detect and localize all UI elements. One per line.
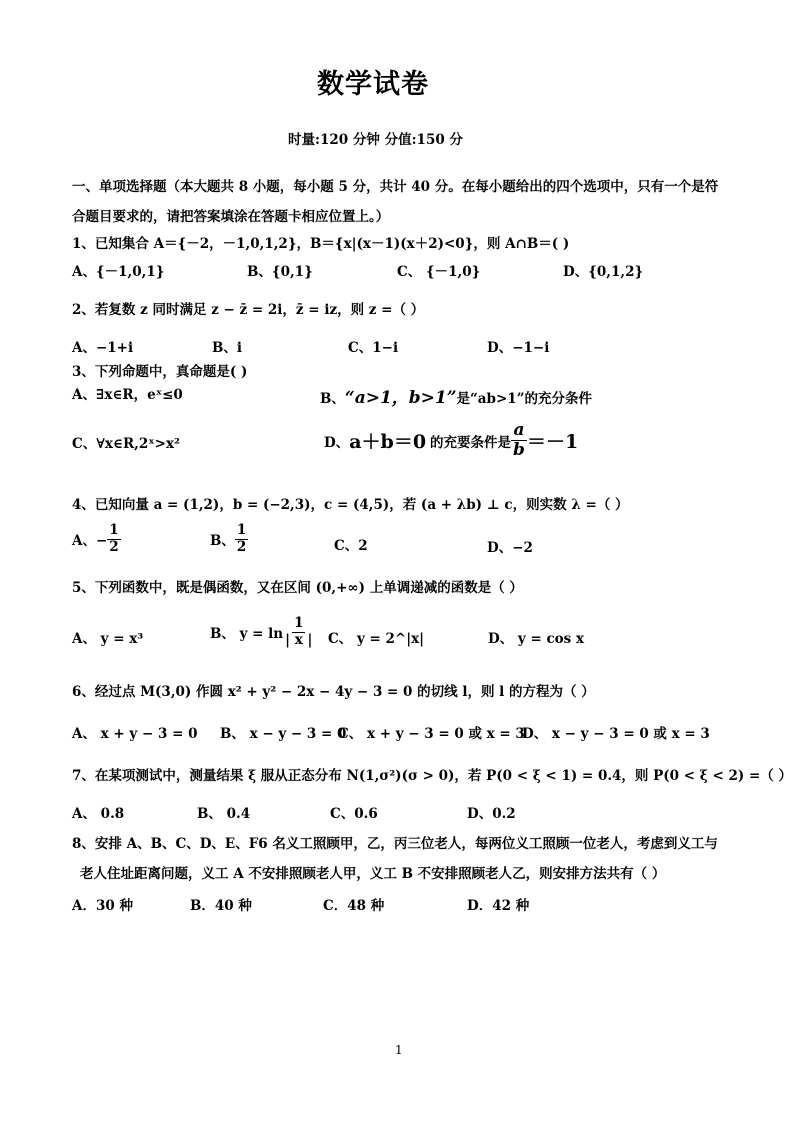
q8-option-a: A．30 种 [72,898,133,914]
q1-option-c: C、 {－1,0} [397,264,481,280]
q7-option-b: B、 0.4 [197,806,251,822]
q3-option-b [320,383,592,408]
q7-option-c: C、0.6 [330,806,378,822]
q2-stem: 2、若复数 z 同时满足 z − z̄ = 2i，z̄ = iz，则 z =（ ） [72,302,425,318]
q5-option-b [210,617,314,647]
q2-option-b: B、i [212,340,243,356]
q3-option-d [324,422,578,459]
q1-stem: 1、已知集合 A＝{－2，－1,0,1,2}，B＝{x|(x－1)(x＋2)<0}，则 A∩B＝( ) [72,236,570,252]
exam-subtitle: 时量:120 分钟 分值:150 分 [288,132,463,148]
q6-option-b: B、 x − y − 3 = 0 [220,726,347,742]
q6-option-a: A、 x + y − 3 = 0 [72,726,198,742]
q5-option-b-numerator: 1 [294,615,304,631]
q5-option-b-fraction [283,617,314,647]
q4-option-b-denominator: 2 [236,538,247,555]
q3-stem: 3、下列命题中，真命题是( ) [72,364,248,380]
q4-option-a-prefix: A、− [72,533,108,549]
section-heading-line1: 一、单项选择题（本大题共 8 小题，每小题 5 分，共计 40 分。在每小题给出的四个选项中，只有一个是符 [72,179,719,195]
q3-option-d-tail: ＝－1 [526,431,579,453]
q4-option-a-numerator: 1 [109,522,119,538]
q5-option-b-prefix: B、 y = ln [210,626,284,642]
q4-option-a-denominator: 2 [109,538,119,555]
q4-option-b [210,524,248,554]
q4-option-b-fraction [235,524,248,554]
q3-option-c: C、∀x∈R,2ˣ>x² [72,436,180,452]
q5-option-a: A、 y = x³ [72,631,144,647]
q3-option-b-prefix: B、 [320,391,345,407]
q8-option-c: C．48 种 [323,898,385,914]
q2-option-a: A、−1+i [72,340,134,356]
q5-option-b-denominator: | x | [285,631,313,648]
q6-option-d: D、 x − y − 3 = 0 或 x = 3 [522,726,710,742]
q3-option-d-prefix: D、 [324,434,350,451]
section-heading-line2: 合题目要求的，请把答案填涂在答题卡相应位置上。） [72,209,390,225]
q6-stem: 6、经过点 M(3,0) 作圆 x² + y² − 2x − 4y − 3 = 0 的切线 l，则 l 的方程为（ ） [72,684,595,700]
q4-option-b-numerator: 1 [236,522,247,538]
q3-option-d-math: a＋b＝0 [349,431,427,453]
q5-option-c: C、 y = 2^|x| [328,631,425,647]
q1-option-a: A、{－1,0,1} [72,264,165,280]
q4-option-a [72,524,121,554]
q3-option-d-denominator: b [513,440,525,460]
q4-option-c: C、2 [334,538,368,554]
q4-option-b-prefix: B、 [210,533,235,549]
q8-option-d: D．42 种 [467,898,530,914]
q6-option-c: C、 x + y − 3 = 0 或 x = 3 [338,726,525,742]
q3-option-a: A、∃x∈R，eˣ≤0 [72,387,183,403]
q1-option-d: D、{0,1,2} [563,264,644,280]
exam-title: 数学试卷 [317,69,429,100]
q1-option-b: B、{0,1} [247,264,313,280]
q7-stem: 7、在某项测试中，测量结果 ξ 服从正态分布 N(1,σ²)(σ > 0)，若 P(0 < ξ < 1) = 0.4，则 P(0 < ξ < 2) =（ ） [72,768,792,784]
q3-option-d-numerator: a [513,420,525,440]
q3-option-b-math: “a>1，b>1” [344,388,457,408]
q5-stem: 5、下列函数中，既是偶函数，又在区间 (0,+∞) 上单调递减的函数是（ ） [72,580,523,596]
q4-option-a-fraction [107,524,120,554]
q3-option-b-suffix: 是“ab>1”的充分条件 [456,391,592,407]
q2-option-d: D、−1−i [487,340,550,356]
q4-option-d: D、−2 [487,540,533,556]
q7-option-d: D、0.2 [467,806,516,822]
q8-stem-line1: 8、安排 A、B、C、D、E、F6 名义工照顾甲，乙，丙三位老人，每两位义工照顾一位老人，考虑到义工与 [72,836,718,852]
q4-stem: 4、已知向量 a = (1,2)，b = (−2,3)，c = (4,5)，若 (a + λb) ⊥ c，则实数 λ =（ ） [72,497,629,513]
q2-option-c: C、1−i [348,340,399,356]
q8-option-b: B．40 种 [190,898,252,914]
q3-option-d-fraction [511,422,527,459]
q5-option-d: D、 y = cos x [488,631,585,647]
q8-stem-line2: 老人住址距离问题，义工 A 不安排照顾老人甲，义工 B 不安排照顾老人乙，则安排方法共有（ ） [80,866,666,882]
q7-option-a: A、 0.8 [72,806,125,822]
page-number: 1 [395,1043,403,1057]
q3-option-d-mid: 的充要条件是 [430,434,512,451]
